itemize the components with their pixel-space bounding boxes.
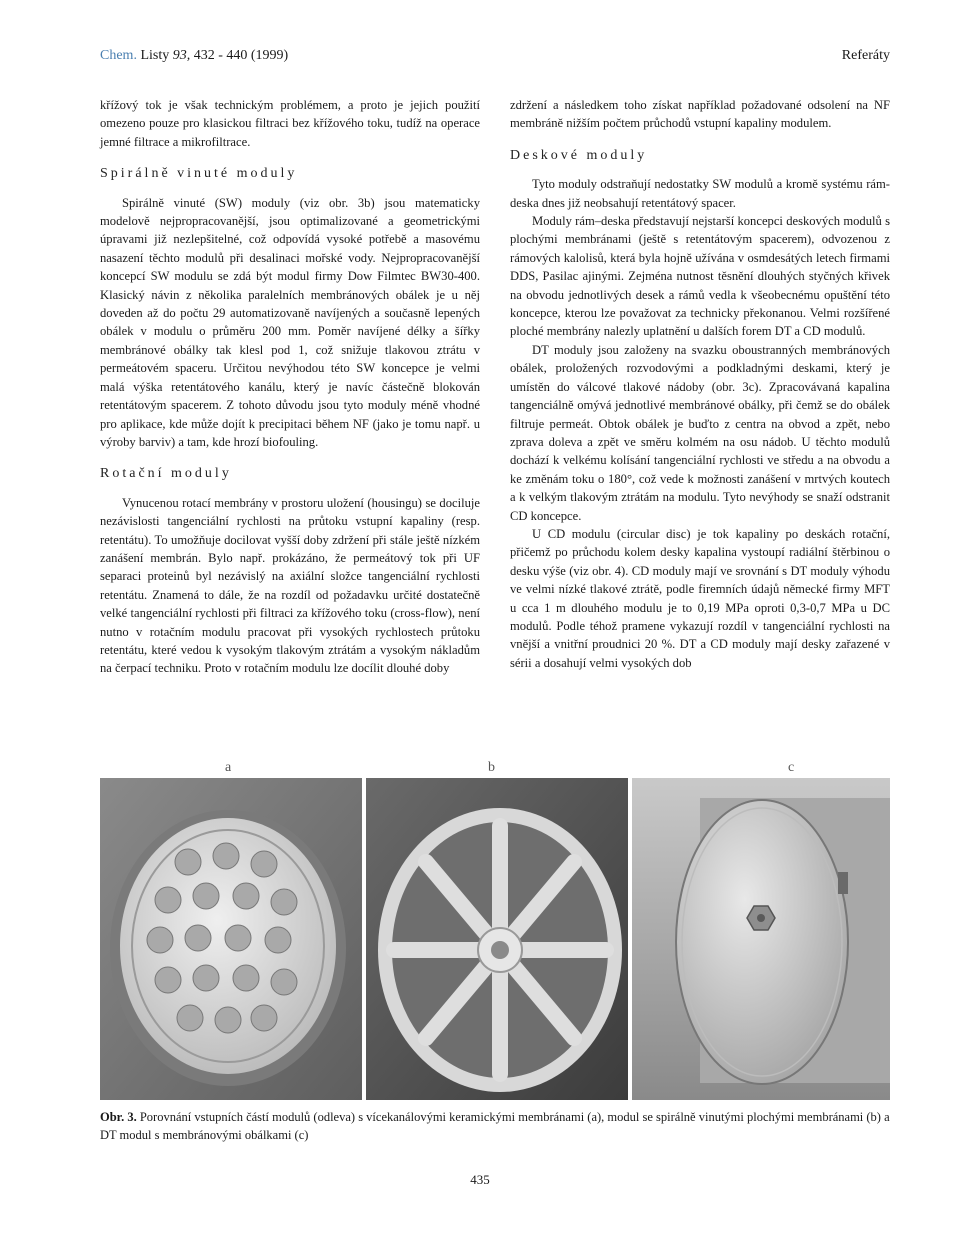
caption-text: Porovnání vstupních částí modulů (odleva) s vícekanálovými keramickými membránami (a), modul se spirálně vinutými plochými membránami (b) a DT modul s membránovými obálkami (c) — [100, 1110, 890, 1142]
caption-label: Obr. 3. — [100, 1110, 137, 1124]
journal-pages: 432 - 440 (1999) — [193, 48, 289, 63]
paragraph-frame-plate: Moduly rám–deska představují nejstarší koncepci deskových modulů s plochými membránami (ještě s retentátovým spacerem), odvozenou z rámových kalolisů, která byla hojně užívána v osmdesátých letech firmami DDS, Pasilac ajinými. Zejména nutnost těsnění dlouhých styčných křivek na obvodu jednotlivých desek a rámů vedla k všeobecnému opuštění této koncepce, kterou lze považovat za technicky překonanou. Velmi rozšířené ploché membrány nalezly uplatnění u dalších forem DT a CD modulů. — [510, 214, 890, 339]
module-photos — [100, 778, 890, 1100]
journal-name: Chem. — [100, 48, 137, 63]
right-column — [510, 96, 890, 672]
photo-b-spiral-module — [366, 778, 628, 1100]
photo-a-ceramic-module — [100, 778, 362, 1100]
paragraph-continued: zdržení a následkem toho získat například požadované odsolení na NF membráně nižším počtem průchodů vstupní kapaliny modulem. — [510, 98, 890, 131]
journal-series: Listy — [140, 48, 170, 63]
left-column — [100, 96, 480, 678]
paragraph-rotary-modules: Vynucenou rotací membrány v prostoru uložení (housingu) se dociluje nezávislosti tangenciální rychlosti na průtoku vstupní kapaliny (resp. retentátu). To umožňuje docilovat vyšší doby zdržení při stále ještě nízkém zanášení membrán. Bylo např. prokázáno, že permeátový tok při UF separaci proteinů byl nezávislý na axiální složce tangenciální rychlosti retentátu. Znamená to dále, že na rozdíl od požadavku určité dostatečně velké tangenciální rychlosti při filtraci za křížového toku (cross-flow), není nutno v rotačním modulu pracovat při vysokých rychlostech průtoku retentátu, které vedou k vysokým tlakovým ztrátám a vysokým nákladům na čerpací techniku. Proto v rotačním modulu lze docílit dlouhé doby — [100, 495, 480, 676]
paragraph-cd-modules: U CD modulu (circular disc) je tok kapaliny po deskách rotační, přičemž po průchodu kolem desky kapalina vystoupí radiální štěrbinou o desku výše (viz obr. 4). CD moduly mají ve srovnání s DT moduly výhodu ve velmi nízké tlakové ztrátě, podle firemních údajů německé firmy MFT u cca 1 m dlouhého modulu je to 0,19 MPa oproti 0,3-0,7 MPa u DC modulů. Podle téhož pramene vykazují rozdíl v tangenciální rychlosti na vnější a vnitřní proudnici 20 %. DT a CD moduly mají desky zařazené v sérii a dosahují velmi vysokých dob — [510, 526, 890, 670]
photo-label-b: b — [488, 760, 495, 775]
heading-plate-modules: Deskové moduly — [510, 147, 648, 163]
paragraph-spiral-modules: Spirálně vinuté (SW) moduly (viz obr. 3b) jsou matematicky modelově nejpropracovanější, jsou optimalizované a geometrickými úpravami již nezlepšitelné, což odpovídá vysoké potřebě a masovému nasazení těchto modulů při desalinaci mořské vody. Nejpropracovanější koncepcí SW modulu se zdá být modul firmy Dow Filmtec BW30-400. Klasický návin z několika paralelních membránových obálek je u něj doveden až do počtu 29 automatizovaně navíjených a současně lepených obálek v modulu o průměru 200 mm. Poměr navíjené délky a šířky membránové obálky tak klesl pod 1, což snižuje tlakovou ztrátu v permeátovém spaceru. Určitou nevýhodou této SW koncepce je velmi malá výška retentátového kanálu, který je navíc částečně blokován retentátovým spacerem. Z tohoto důvodu jsou tyto moduly méně vhodné pro aplikace, kde může dojít k precipitaci během NF (jako je tomu např. u výroby barviv) a tam, kde hrozí biofouling. — [100, 195, 480, 449]
page-number: 435 — [470, 1172, 490, 1187]
figure-3 — [100, 760, 890, 1105]
journal-volume: 93, — [172, 48, 191, 63]
heading-rotary-modules: Rotační moduly — [100, 466, 232, 482]
photo-label-c: c — [788, 760, 795, 775]
paragraph-dt-modules: DT moduly jsou založeny na svazku oboustranných membránových obálek, proložených rozvodovými a podkladnými deskami, který je umístěn do válcové tlakové nádoby (obr. 3c). Zpracovávaná kapalina tangenciálně omývá jednotlivé membránové obálky, při čemž se do obálek filtruje permeát. Obtok obálek je buďto z centra na obvod a zpět, nebo zprava doleva a zpět ve směru kolmém na osu nádob. U těchto modulů dochází k velkému kolísání tangenciální rychlosti ve středu a na obvodu a ke změnám toku o 180°, což vede k možnosti zanášení v mrtvých koutech a k velkým tlakovým ztrátám na modulu. Tyto nevýhody se snaží odstranit CD koncepce. — [510, 342, 890, 523]
paragraph-plate-intro: Tyto moduly odstraňují nedostatky SW modulů a kromě systému rám-deska dnes již neobsahují retentátový spacer. — [510, 177, 890, 210]
photo-c-dt-module — [632, 778, 890, 1100]
photo-label-a: a — [225, 760, 232, 775]
journal-citation — [100, 48, 288, 64]
section-name: Referáty — [841, 48, 890, 63]
heading-spiral-modules: Spirálně vinuté moduly — [100, 166, 298, 182]
paragraph-intro: křížový tok je však technickým problémem, a proto je jejich použití omezeno pouze pro klasickou filtraci bez křížového toku, tudíž na operace jemné filtrace a mikrofiltrace. — [100, 98, 480, 149]
running-header — [100, 48, 890, 72]
figure-caption — [100, 1108, 890, 1144]
